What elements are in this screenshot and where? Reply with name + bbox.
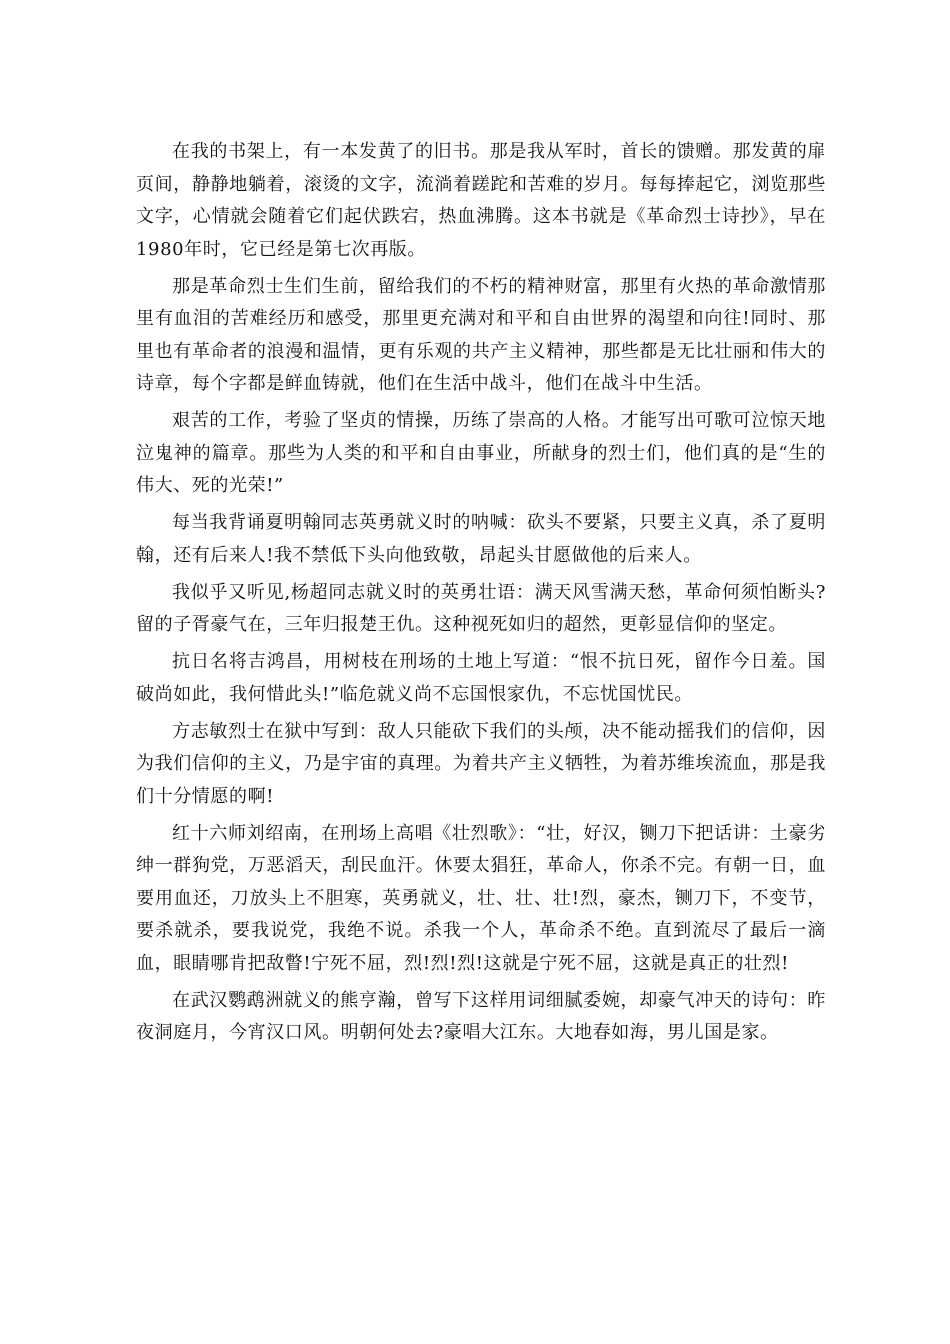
paragraph-2: 那是革命烈士生们生前，留给我们的不朽的精神财富，那里有火热的革命激情那里有血泪的苦难经历和感受，那里更充满对和平和自由世界的渴望和向往!同时、那里也有革命者的浪漫和温情，更有乐观的共产主义精神，那些都是无比壮丽和伟大的诗章，每个字都是鲜血铸就，他们在生活中战斗，他们在战斗中生活。 (136, 275, 826, 394)
paragraph-8: 红十六师刘绍南，在刑场上高唱《壮烈歌》：“壮，好汉，铡刀下把话讲：土豪劣绅一群狗党，万恶滔天，刮民血汗。休要太猖狂，革命人，你杀不完。有朝一日，血要用血还，刀放头上不胆寒，英勇就义，壮、壮、壮!烈，豪杰，铡刀下，不变节，要杀就杀，要我说党，我绝不说。杀我一个人，革命杀不绝。直到流尽了最后一滴血，眼睛哪肯把敌瞥!宁死不屈，烈!烈!烈!这就是宁死不屈，这就是真正的壮烈! (136, 822, 826, 974)
paragraph-9: 在武汉鹦鹉洲就义的熊亨瀚，曾写下这样用词细腻委婉，却豪气冲天的诗句：昨夜洞庭月，今宵汉口风。明朝何处去?豪唱大江东。大地春如海，男儿国是家。 (136, 989, 826, 1043)
paragraph-7: 方志敏烈士在狱中写到：敌人只能砍下我们的头颅，决不能动摇我们的信仰，因为我们信仰的主义，乃是宇宙的真理。为着共产主义牺牲，为着苏维埃流血，那是我们十分情愿的啊! (136, 720, 826, 807)
paragraph-6: 抗日名将吉鸿昌，用树枝在刑场的土地上写道：“恨不抗日死，留作今日羞。国破尚如此，我何惜此头!”临危就义尚不忘国恨家仇，不忘忧国忧民。 (136, 651, 826, 705)
paragraph-4: 每当我背诵夏明翰同志英勇就义时的呐喊：砍头不要紧，只要主义真，杀了夏明翰，还有后来人!我不禁低下头向他致敬，昂起头甘愿做他的后来人。 (136, 512, 826, 566)
paragraph-5: 我似乎又听见,杨超同志就义时的英勇壮语：满天风雪满天愁，革命何须怕断头?留的子胥豪气在，三年归报楚王仇。这种视死如归的超然，更彰显信仰的坚定。 (136, 581, 826, 635)
paragraph-1: 在我的书架上，有一本发黄了的旧书。那是我从军时，首长的馈赠。那发黄的扉页间，静静地躺着，滚烫的文字，流淌着蹉跎和苦难的岁月。每每捧起它，浏览那些文字，心情就会随着它们起伏跌宕，热血沸腾。这本书就是《革命烈士诗抄》，早在1980年时，它已经是第七次再版。 (136, 141, 826, 260)
paragraph-3: 艰苦的工作，考验了坚贞的情操，历练了崇高的人格。才能写出可歌可泣惊天地泣鬼神的篇章。那些为人类的和平和自由事业，所献身的烈士们，他们真的是“生的伟大、死的光荣!” (136, 410, 826, 496)
document-body (136, 136, 826, 1054)
